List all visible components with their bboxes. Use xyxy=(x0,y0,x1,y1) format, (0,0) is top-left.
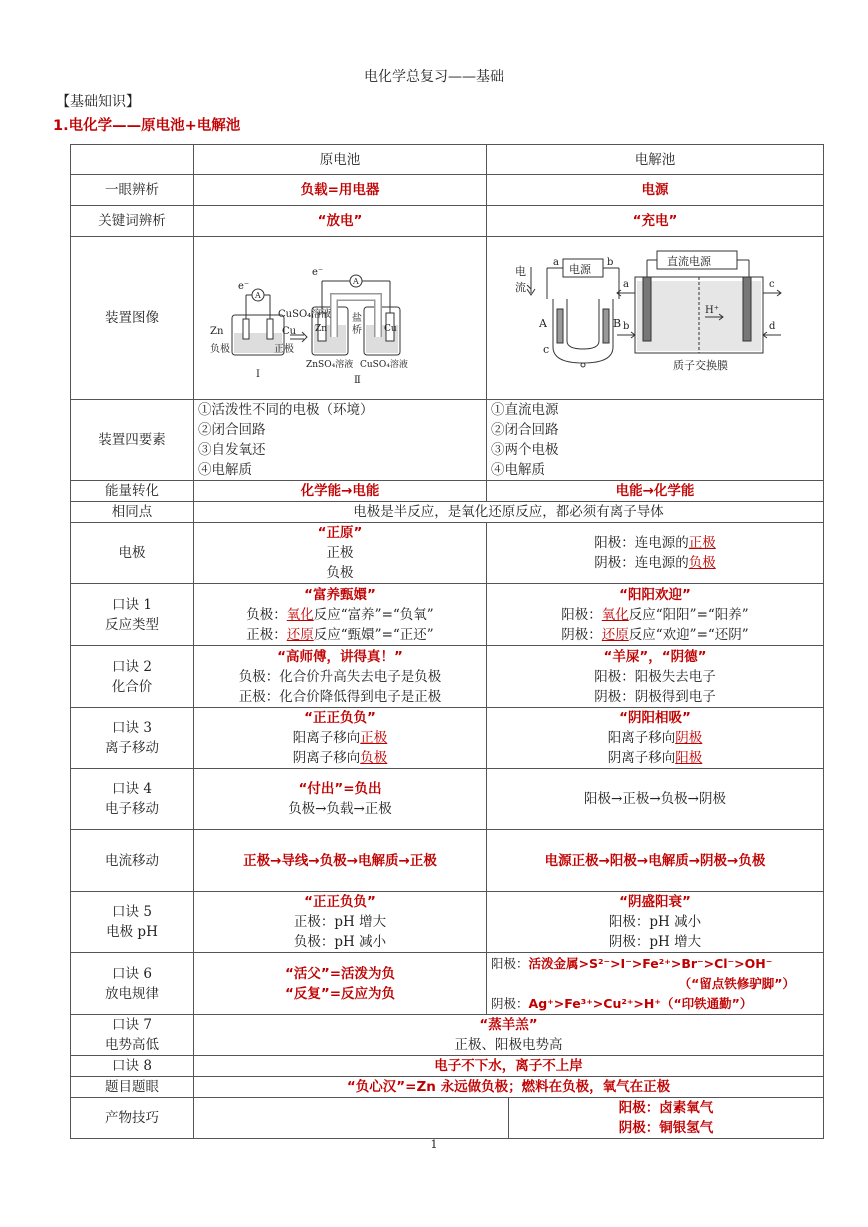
text-line: 阳极：卤素氧气 xyxy=(618,1100,714,1116)
row-label: 相同点 xyxy=(71,502,194,523)
underlined-term: 正极 xyxy=(360,730,388,746)
row-label xyxy=(71,892,194,953)
mnemonic: “阳阳欢迎” xyxy=(619,586,691,603)
list-item: ②闭合回路 xyxy=(198,422,266,438)
text-line: 正极：化合价降低得到电子是正极 xyxy=(238,688,442,705)
text-span: 阳极：连电源的 xyxy=(594,535,689,551)
text-line xyxy=(198,625,482,645)
table-row xyxy=(71,237,824,400)
cell-electrolytic: 电能→化学能 xyxy=(487,481,824,502)
text-line xyxy=(491,954,819,974)
label-line: 口诀 2 xyxy=(112,658,152,675)
row-label: 装置四要素 xyxy=(71,400,194,481)
text-line xyxy=(198,748,482,768)
text-span: 阳极： xyxy=(491,955,529,971)
cell-galvanic: 正极→导线→负极→电解质→正极 xyxy=(194,830,487,892)
label-line: 口诀 1 xyxy=(112,596,152,613)
underlined-term: 氧化 xyxy=(286,606,314,623)
row-label: 装置图像 xyxy=(71,237,194,400)
table-row xyxy=(71,1056,824,1077)
table-row xyxy=(71,953,824,1015)
text-line: 负极 xyxy=(326,565,354,581)
list-item: ③两个电极 xyxy=(491,442,559,458)
label-line: 口诀 7 xyxy=(112,1017,152,1033)
text-span: 阴离子移向 xyxy=(607,750,676,766)
text-line xyxy=(491,994,819,1014)
list-item: ④电解质 xyxy=(491,462,545,478)
cell-electrolytic: “充电” xyxy=(487,206,824,237)
galvanic-figure-cell xyxy=(194,237,487,400)
row-label: 一眼辨析 xyxy=(71,175,194,206)
text-line: 阴极：pH 增大 xyxy=(608,934,702,950)
cell-both: “负心汉”=Zn 永远做负极；燃料在负极，氧气在正极 xyxy=(194,1077,824,1098)
table-row xyxy=(71,175,824,206)
label-line: 离子移动 xyxy=(105,740,159,756)
discharge-order-anode: 活泼金属>S²⁻>I⁻>Fe²⁺>Br⁻>Cl⁻>OH⁻ xyxy=(528,955,773,971)
underlined-term: 正极 xyxy=(688,535,716,551)
row-label: 关键词辨析 xyxy=(71,206,194,237)
table-row xyxy=(71,145,824,175)
row-label: 能量转化 xyxy=(71,481,194,502)
label-h: H⁺ xyxy=(705,305,719,316)
label-line: 口诀 4 xyxy=(112,781,152,797)
mnemonic: “反复”=反应为负 xyxy=(284,985,396,1002)
label-a4: a xyxy=(623,279,629,290)
label-membrane: 质子交换膜 xyxy=(673,359,728,372)
list-item: ①直流电源 xyxy=(491,402,559,418)
page-title: 电化学总复习——基础 xyxy=(364,69,504,85)
page-number: 1 xyxy=(430,1138,438,1151)
mnemonic: “蒸羊羔” xyxy=(479,1017,538,1033)
label-line: 口诀 3 xyxy=(112,720,152,736)
cell-galvanic xyxy=(194,953,487,1015)
cell-electrolytic xyxy=(487,400,824,481)
cell-galvanic: 负载=用电器 xyxy=(194,175,487,206)
table-row xyxy=(71,502,824,523)
label-zn2: Zn xyxy=(315,324,328,334)
text-line: 阳极：pH 减小 xyxy=(608,914,702,930)
list-item: ④电解质 xyxy=(198,462,252,478)
mnemonic: “活父”=活泼为负 xyxy=(284,965,396,982)
cell-electrolytic xyxy=(487,584,824,646)
label-neg: 负极 xyxy=(210,344,230,355)
mnemonic: “阴阳相吸” xyxy=(619,710,691,726)
row-label xyxy=(71,953,194,1015)
electrolytic-cell-diagram xyxy=(487,237,823,393)
cell-both: 电极是半反应，是氧化还原反应，都必须有离子导体 xyxy=(194,502,824,523)
row-label: 电流移动 xyxy=(71,830,194,892)
text-line xyxy=(491,605,819,625)
text-line xyxy=(491,728,819,748)
cell-galvanic xyxy=(194,584,487,646)
text-span: 反应“甄嬛”=“正还” xyxy=(313,626,434,643)
label-zn1: Zn xyxy=(210,326,224,337)
row-label xyxy=(71,708,194,769)
cell-galvanic: 化学能→电能 xyxy=(194,481,487,502)
underlined-term: 阳极 xyxy=(675,750,703,766)
label-dian: 电 xyxy=(515,265,526,278)
cell-electrolytic xyxy=(487,708,824,769)
cell-galvanic xyxy=(194,1098,509,1139)
header-galvanic: 原电池 xyxy=(194,145,487,175)
cell-electrolytic: 电源正极→阳极→电解质→阴极→负极 xyxy=(487,830,824,892)
text-span: 阳离子移向 xyxy=(292,730,361,746)
table-row xyxy=(71,584,824,646)
label-bridge2: 桥 xyxy=(352,325,362,336)
text-line: 正极、阳极电势高 xyxy=(454,1037,563,1053)
text-line: 负极：pH 减小 xyxy=(293,934,387,950)
text-line xyxy=(198,605,482,625)
mnemonic: （“留点铁修驴脚”） xyxy=(678,975,795,991)
table-row xyxy=(71,830,824,892)
cell-galvanic xyxy=(194,400,487,481)
table-row xyxy=(71,481,824,502)
table-row xyxy=(71,1098,824,1139)
cell-both xyxy=(194,1015,824,1056)
label-line: 电子移动 xyxy=(105,801,159,817)
table-row xyxy=(71,206,824,237)
text-span: 阴极： xyxy=(491,995,529,1011)
mnemonic: “正正负负” xyxy=(304,894,376,910)
table-row xyxy=(71,646,824,708)
section-label: 【基础知识】 xyxy=(56,94,140,110)
cell-galvanic xyxy=(194,646,487,708)
mnemonic: “高师傅，讲得真！” xyxy=(277,648,403,665)
mnemonic: “羊屎”，“阴德” xyxy=(603,648,707,665)
cell-both: 电子不下水，离子不上岸 xyxy=(194,1056,824,1077)
cell-electrolytic: 阳极→正极→负极→阴极 xyxy=(487,769,824,830)
underlined-term: 氧化 xyxy=(601,606,629,623)
text-span: 反应“欢迎”=“还阴” xyxy=(628,626,749,643)
label-B: B xyxy=(613,317,622,330)
row-label xyxy=(71,584,194,646)
text-line xyxy=(198,728,482,748)
label-pos: 正极 xyxy=(274,344,294,355)
underlined-term: 还原 xyxy=(601,626,629,643)
label-cuso4-2: CuSO₄溶液 xyxy=(360,360,408,370)
table-row xyxy=(71,892,824,953)
cell-electrolytic xyxy=(487,953,824,1015)
label-cu1: Cu xyxy=(282,326,297,337)
cell-galvanic xyxy=(194,708,487,769)
label-src2: 直流电源 xyxy=(667,255,711,268)
cell-galvanic xyxy=(194,892,487,953)
text-line: 阴极：阴极得到电子 xyxy=(594,688,716,705)
section-heading: 1.电化学——原电池+电解池 xyxy=(53,118,241,134)
cell-electrolytic xyxy=(487,646,824,708)
text-line: 正极：pH 增大 xyxy=(293,914,387,930)
row-label xyxy=(71,1015,194,1056)
text-span: 反应“富养”=“负氧” xyxy=(313,606,434,623)
mnemonic: “付出”=负出 xyxy=(298,781,382,797)
label-znso4: ZnSO₄溶液 xyxy=(306,360,354,370)
list-item: ③自发氧还 xyxy=(198,442,266,458)
label-num2: Ⅱ xyxy=(354,375,361,386)
mnemonic: “正正负负” xyxy=(304,710,376,726)
row-label: 产物技巧 xyxy=(71,1098,194,1139)
table-row xyxy=(71,1077,824,1098)
mnemonic: “正原” xyxy=(317,525,363,541)
label-liu: 流 xyxy=(515,281,526,294)
label-a3: a xyxy=(553,257,559,268)
cell-galvanic: “放电” xyxy=(194,206,487,237)
discharge-order-cathode: Ag⁺>Fe³⁺>Cu²⁺>H⁺（“印铁通勤”） xyxy=(528,995,753,1011)
text-span: 阳极： xyxy=(561,606,602,623)
label-line: 化合价 xyxy=(111,678,153,695)
mnemonic: “阴盛阳衰” xyxy=(619,894,691,910)
text-span: 阴离子移向 xyxy=(292,750,361,766)
row-label: 电极 xyxy=(71,523,194,584)
mnemonic: “富养甄嬛” xyxy=(304,586,376,603)
galvanic-cell-diagram xyxy=(194,237,486,393)
label-cu2: Cu xyxy=(384,324,397,334)
text-line xyxy=(491,553,819,573)
text-line xyxy=(491,533,819,553)
label-src1: 电源 xyxy=(569,263,591,276)
cell-galvanic xyxy=(194,523,487,584)
label-line: 电势高低 xyxy=(105,1037,159,1053)
label-a2: A xyxy=(353,277,359,286)
underlined-term: 阴极 xyxy=(675,730,703,746)
label-b3: b xyxy=(607,257,614,268)
label-A: A xyxy=(539,317,547,330)
underlined-term: 负极 xyxy=(688,555,716,571)
label-b4: b xyxy=(623,321,630,332)
text-span: 阳离子移向 xyxy=(607,730,676,746)
list-item: ②闭合回路 xyxy=(491,422,559,438)
table-row xyxy=(71,708,824,769)
underlined-term: 负极 xyxy=(360,750,388,766)
table-row xyxy=(71,523,824,584)
header-blank xyxy=(71,145,194,175)
label-c4: c xyxy=(769,279,775,290)
list-item: ①活泼性不同的电极（环境） xyxy=(198,402,374,418)
text-line: 阳极：阳极失去电子 xyxy=(594,668,716,685)
row-label: 口诀 8 xyxy=(71,1056,194,1077)
cell-electrolytic xyxy=(509,1098,824,1139)
cell-electrolytic xyxy=(487,523,824,584)
label-d4: d xyxy=(769,321,776,332)
label-line: 反应类型 xyxy=(105,616,159,633)
electrolytic-figure-cell xyxy=(487,237,824,400)
label-line: 口诀 6 xyxy=(112,965,152,982)
label-e2: e⁻ xyxy=(312,267,324,278)
label-line: 放电规律 xyxy=(105,985,159,1002)
label-line: 电极 pH xyxy=(106,924,158,940)
table-row xyxy=(71,1015,824,1056)
text-line xyxy=(491,625,819,645)
label-num1: Ⅰ xyxy=(256,369,260,380)
text-span: 反应“阳阳”=“阳养” xyxy=(628,606,749,623)
text-span: 负极： xyxy=(246,606,287,623)
table-row xyxy=(71,769,824,830)
text-span: 阴极：连电源的 xyxy=(594,555,689,571)
label-a1: A xyxy=(255,291,261,300)
text-line: 阴极：铜银氢气 xyxy=(618,1120,714,1136)
text-line: 负极→负载→正极 xyxy=(288,801,392,817)
cell-electrolytic xyxy=(487,892,824,953)
text-span: 阴极： xyxy=(561,626,602,643)
cell-galvanic xyxy=(194,769,487,830)
underlined-term: 还原 xyxy=(286,626,314,643)
table-row xyxy=(71,400,824,481)
label-c3: c xyxy=(543,343,550,356)
text-line xyxy=(491,748,819,768)
label-bridge1: 盐 xyxy=(352,313,362,324)
row-label xyxy=(71,769,194,830)
label-line: 口诀 5 xyxy=(112,904,152,920)
header-electrolytic: 电解池 xyxy=(487,145,824,175)
text-span: 正极： xyxy=(246,626,287,643)
label-cuso4-1: CuSO₄溶液 xyxy=(278,309,332,320)
comparison-table xyxy=(70,144,824,1139)
row-label: 题目题眼 xyxy=(71,1077,194,1098)
text-line: 正极 xyxy=(326,545,354,561)
row-label xyxy=(71,646,194,708)
cell-electrolytic: 电源 xyxy=(487,175,824,206)
label-e1: e⁻ xyxy=(238,281,250,292)
text-line: 负极：化合价升高失去电子是负极 xyxy=(238,668,442,685)
